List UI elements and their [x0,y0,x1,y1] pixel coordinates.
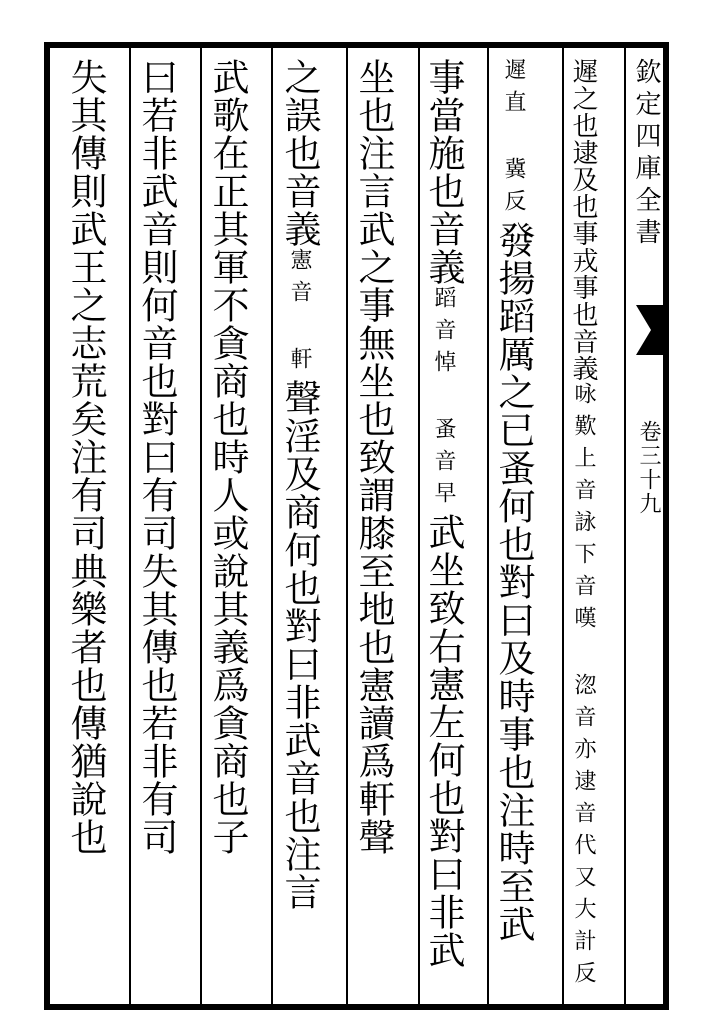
commentary-note: 咏歎上音詠下音嘆 淴音亦逮音代又大計反 [571,382,596,993]
column-rule [418,48,420,1010]
fish-tail-mark-icon [636,305,666,355]
main-text: 事當施也音義 [422,58,465,286]
column-rule [487,48,489,1010]
main-text: 失其傳則武王之志荒矣注有司典樂者也傳猶說也 [64,58,107,856]
text-column-3 [422,58,465,969]
commentary-note: 憲音 軒 [287,248,312,379]
main-text: 發揚蹈厲之已蚤何也對曰及時事也注時至武 [492,221,535,943]
text-column-8 [64,58,107,856]
main-text: 之誤也音義 [278,58,321,248]
column-rule [129,48,131,1010]
column-rule [271,48,273,1010]
text-column-1 [570,58,596,993]
column-rule [346,48,348,1010]
text-column-2 [492,58,535,943]
main-text: 聲淫及商何也對曰非武音也注言 [278,379,321,911]
column-rule [562,48,564,1010]
column-rule [200,48,202,1010]
main-text: 曰若非武音則何音也對曰有司失其傳也若非有司 [135,58,178,856]
text-column-5 [278,58,321,911]
main-text: 坐也注言武之事無坐也致謂膝至地也憲讀爲軒聲 [352,58,395,856]
book-title: 欽定四庫全書 [631,58,661,250]
main-text: 武歌在正其軍不貪商也時人或說其義爲貪商也子 [206,58,249,856]
main-text: 武坐致右憲左何也對曰非武 [422,513,465,969]
volume-number: 卷三十九 [636,420,661,516]
main-text: 遲之也逮及也事戎事也音義 [568,58,598,382]
text-column-6 [206,58,249,856]
text-column-4 [352,58,395,856]
text-column-7 [135,58,178,856]
commentary-note: 遲直 冀反 [501,58,526,221]
commentary-note: 蹈音悼 蚤音早 [431,286,456,513]
